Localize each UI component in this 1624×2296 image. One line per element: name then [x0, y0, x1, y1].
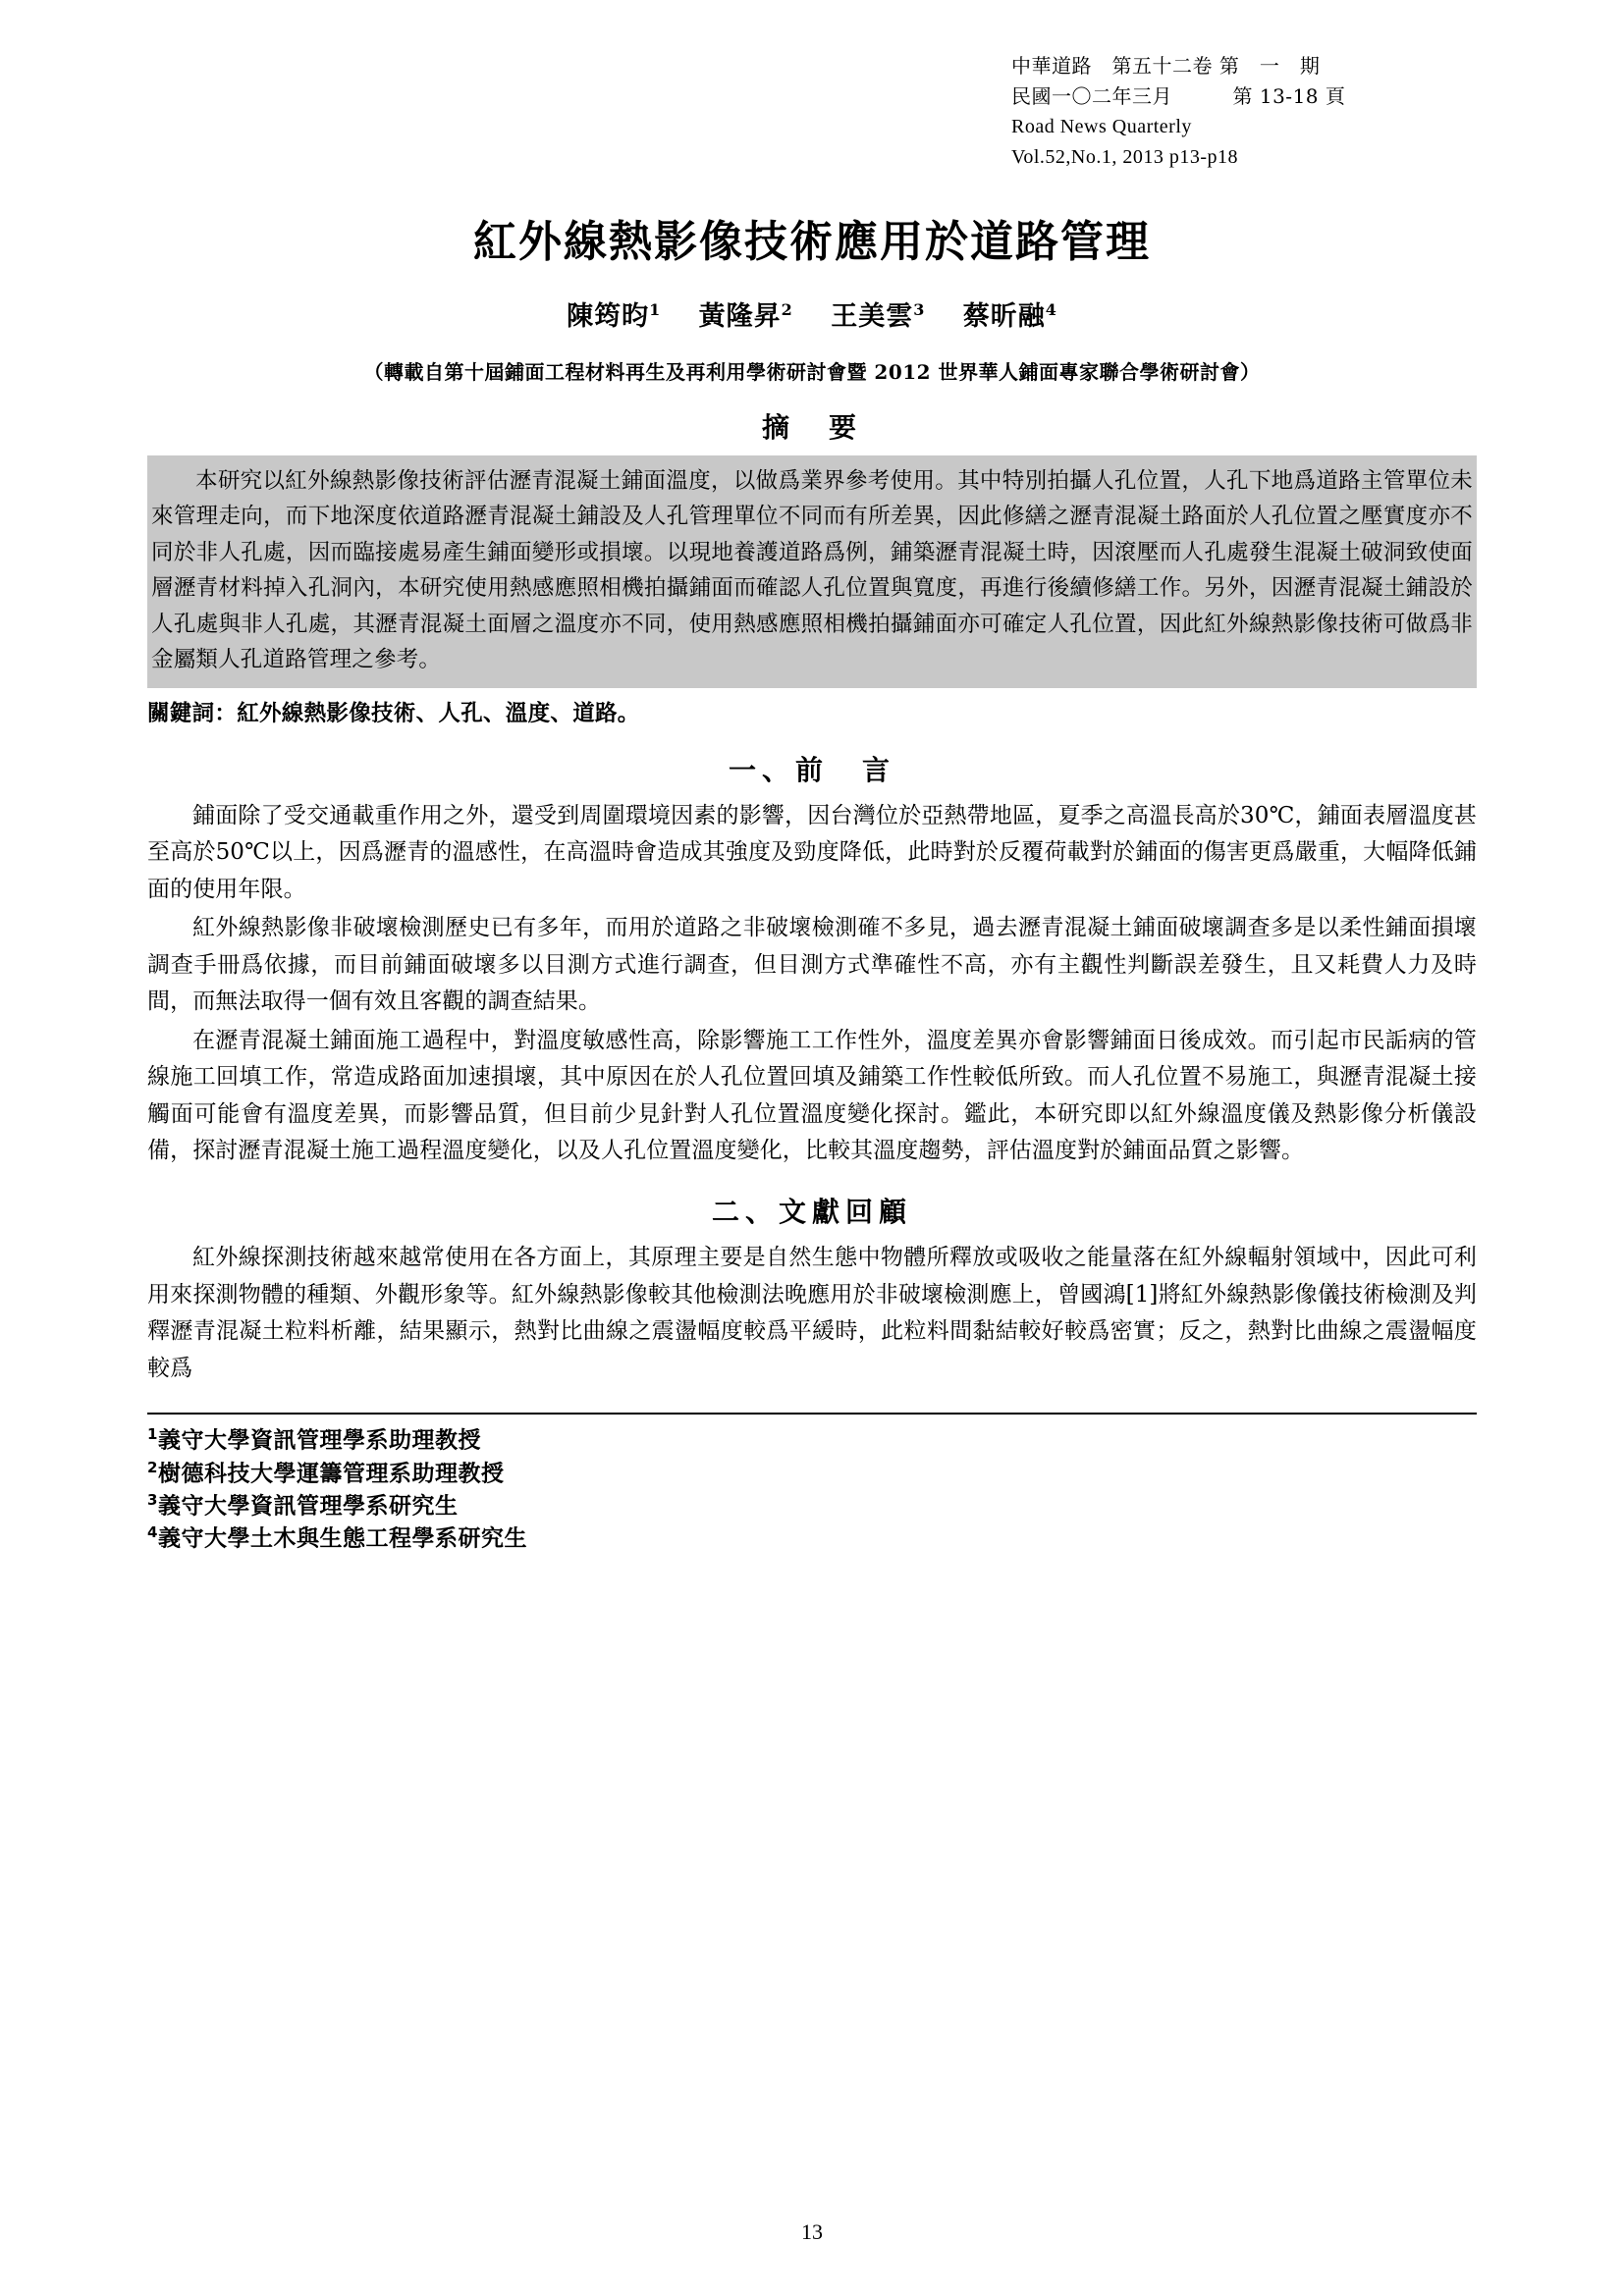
section-2-heading: 二、文獻回顧	[711, 1196, 912, 1229]
author-2-affiliation-marker: 2	[781, 300, 793, 319]
author-3-affiliation-marker: 3	[913, 300, 926, 319]
footnote-list	[147, 1424, 1477, 1555]
author-3-name: 王美雲	[831, 301, 914, 332]
footnote-4-marker: 4	[147, 1523, 158, 1542]
footnote-3-text: 義守大學資訊管理學系研究生	[157, 1493, 459, 1520]
footnote-4-text: 義守大學土木與生態工程學系研究生	[157, 1526, 527, 1552]
section-1-paragraph-3: 在瀝青混凝土鋪面施工過程中，對溫度敏感性高，除影響施工工作性外，溫度差異亦會影響鋪面日後成效。而引起市民詬病的管線施工回填工作，常造成路面加速損壞，其中原因在於人孔位置回填及鋪築工作性較低所致。而人孔位置不易施工，與瀝青混凝土接觸面可能會有溫度差異，而影響品質，但目前少見針對人孔位置溫度變化探討。鑑此，本研究即以紅外線溫度儀及熱影像分析儀設備，探討瀝青混凝土施工過程溫度變化，以及人孔位置溫度變化，比較其溫度趨勢，評估溫度對於鋪面品質之影響。	[147, 1027, 1477, 1163]
section-2-paragraph-1: 紅外線探測技術越來越常使用在各方面上，其原理主要是自然生態中物體所釋放或吸收之能量落在紅外線輻射領域中，因此可利用來探測物體的種類、外觀形象等。紅外線熱影像較其他檢測法晚應用於非破壞檢測應上，曾國鴻[1]將紅外線熱影像儀技術檢測及判釋瀝青混凝土粒料析離，結果顯示，熱對比曲線之震盪幅度較爲平緩時，此粒料間黏結較好較爲密實；反之，熱對比曲線之震盪幅度較爲	[147, 1245, 1477, 1381]
reprint-note: （轉載自第十屆鋪面工程材料再生及再利用學術研討會暨 2012 世界華人鋪面專家聯合學術研討會）	[363, 360, 1261, 384]
author-4	[963, 301, 1057, 332]
running-head-line-4: Vol.52,No.1, 2013 p13-p18	[1011, 146, 1239, 168]
footnote-2	[147, 1458, 1477, 1490]
footnote-1-text: 義守大學資訊管理學系助理教授	[157, 1428, 481, 1455]
page-title: 紅外線熱影像技術應用於道路管理	[473, 217, 1151, 267]
footnote-4	[147, 1522, 1477, 1555]
author-list	[147, 294, 1477, 333]
footnote-2-text: 樹德科技大學運籌管理系助理教授	[157, 1461, 505, 1487]
page-number: 13	[801, 2219, 823, 2244]
footnote-separator	[147, 1413, 1477, 1415]
author-2	[699, 301, 793, 332]
author-1-affiliation-marker: 1	[649, 300, 662, 319]
abstract-text: 本研究以紅外線熱影像技術評估瀝青混凝土鋪面溫度，以做爲業界參考使用。其中特別拍攝人孔位置，人孔下地爲道路主管單位未來管理走向，而下地深度依道路瀝青混凝土鋪設及人孔管理單位不同而有所差異，因此修繕之瀝青混凝土路面於人孔位置之壓實度亦不同於非人孔處，因而臨接處易產生鋪面變形或損壞。以現地養護道路爲例，鋪築瀝青混凝土時，因滾壓而人孔處發生混凝土破洞致使面層瀝青材料掉入孔洞內，本研究使用熱感應照相機拍攝鋪面而確認人孔位置與寬度，再進行後續修繕工作。另外，因瀝青混凝土鋪設於人孔處與非人孔處，其瀝青混凝土面層之溫度亦不同，使用熱感應照相機拍攝鋪面亦可確定人孔位置，因此紅外線熱影像技術可做爲非金屬類人孔道路管理之參考。	[147, 455, 1477, 688]
author-2-name: 黃隆昇	[698, 301, 782, 332]
author-1	[567, 301, 661, 332]
author-3	[831, 301, 925, 332]
running-head	[1011, 51, 1477, 173]
running-head-line-1: 中華道路 第五十二卷 第 一 期	[1011, 54, 1321, 78]
section-1-heading: 一、前 言	[728, 753, 895, 786]
author-4-name: 蔡昕融	[962, 301, 1046, 332]
footnote-1-marker: 1	[147, 1425, 158, 1444]
footnote-3-marker: 3	[147, 1491, 158, 1510]
section-1-paragraph-2: 紅外線熱影像非破壞檢測歷史已有多年，而用於道路之非破壞檢測確不多見，過去瀝青混凝土鋪面破壞調查多是以柔性鋪面損壞調查手冊爲依據，而目前鋪面破壞多以目測方式進行調查，但目測方式準確性不高，亦有主觀性判斷誤差發生，且又耗費人力及時間，而無法取得一個有效且客觀的調查結果。	[147, 915, 1477, 1015]
author-1-name: 陳筠昀	[567, 301, 650, 332]
running-head-line-3: Road News Quarterly	[1011, 116, 1192, 137]
footnote-1	[147, 1424, 1477, 1457]
abstract-heading: 摘 要	[761, 411, 862, 444]
running-head-line-2: 民國一〇二年三月 第 13-18 頁	[1011, 84, 1346, 108]
keywords: 關鍵詞：紅外線熱影像技術、人孔、溫度、道路。	[147, 700, 640, 726]
footnote-3	[147, 1490, 1477, 1522]
section-1-paragraph-1: 鋪面除了受交通載重作用之外，還受到周圍環境因素的影響，因台灣位於亞熱帶地區，夏季之高溫長高於30℃，鋪面表層溫度甚至高於50℃以上，因爲瀝青的溫感性，在高溫時會造成其強度及勁度降低，此時對於反覆荷載對於鋪面的傷害更爲嚴重，大幅降低鋪面的使用年限。	[147, 802, 1477, 902]
footnote-2-marker: 2	[147, 1458, 158, 1476]
author-4-affiliation-marker: 4	[1045, 300, 1057, 319]
